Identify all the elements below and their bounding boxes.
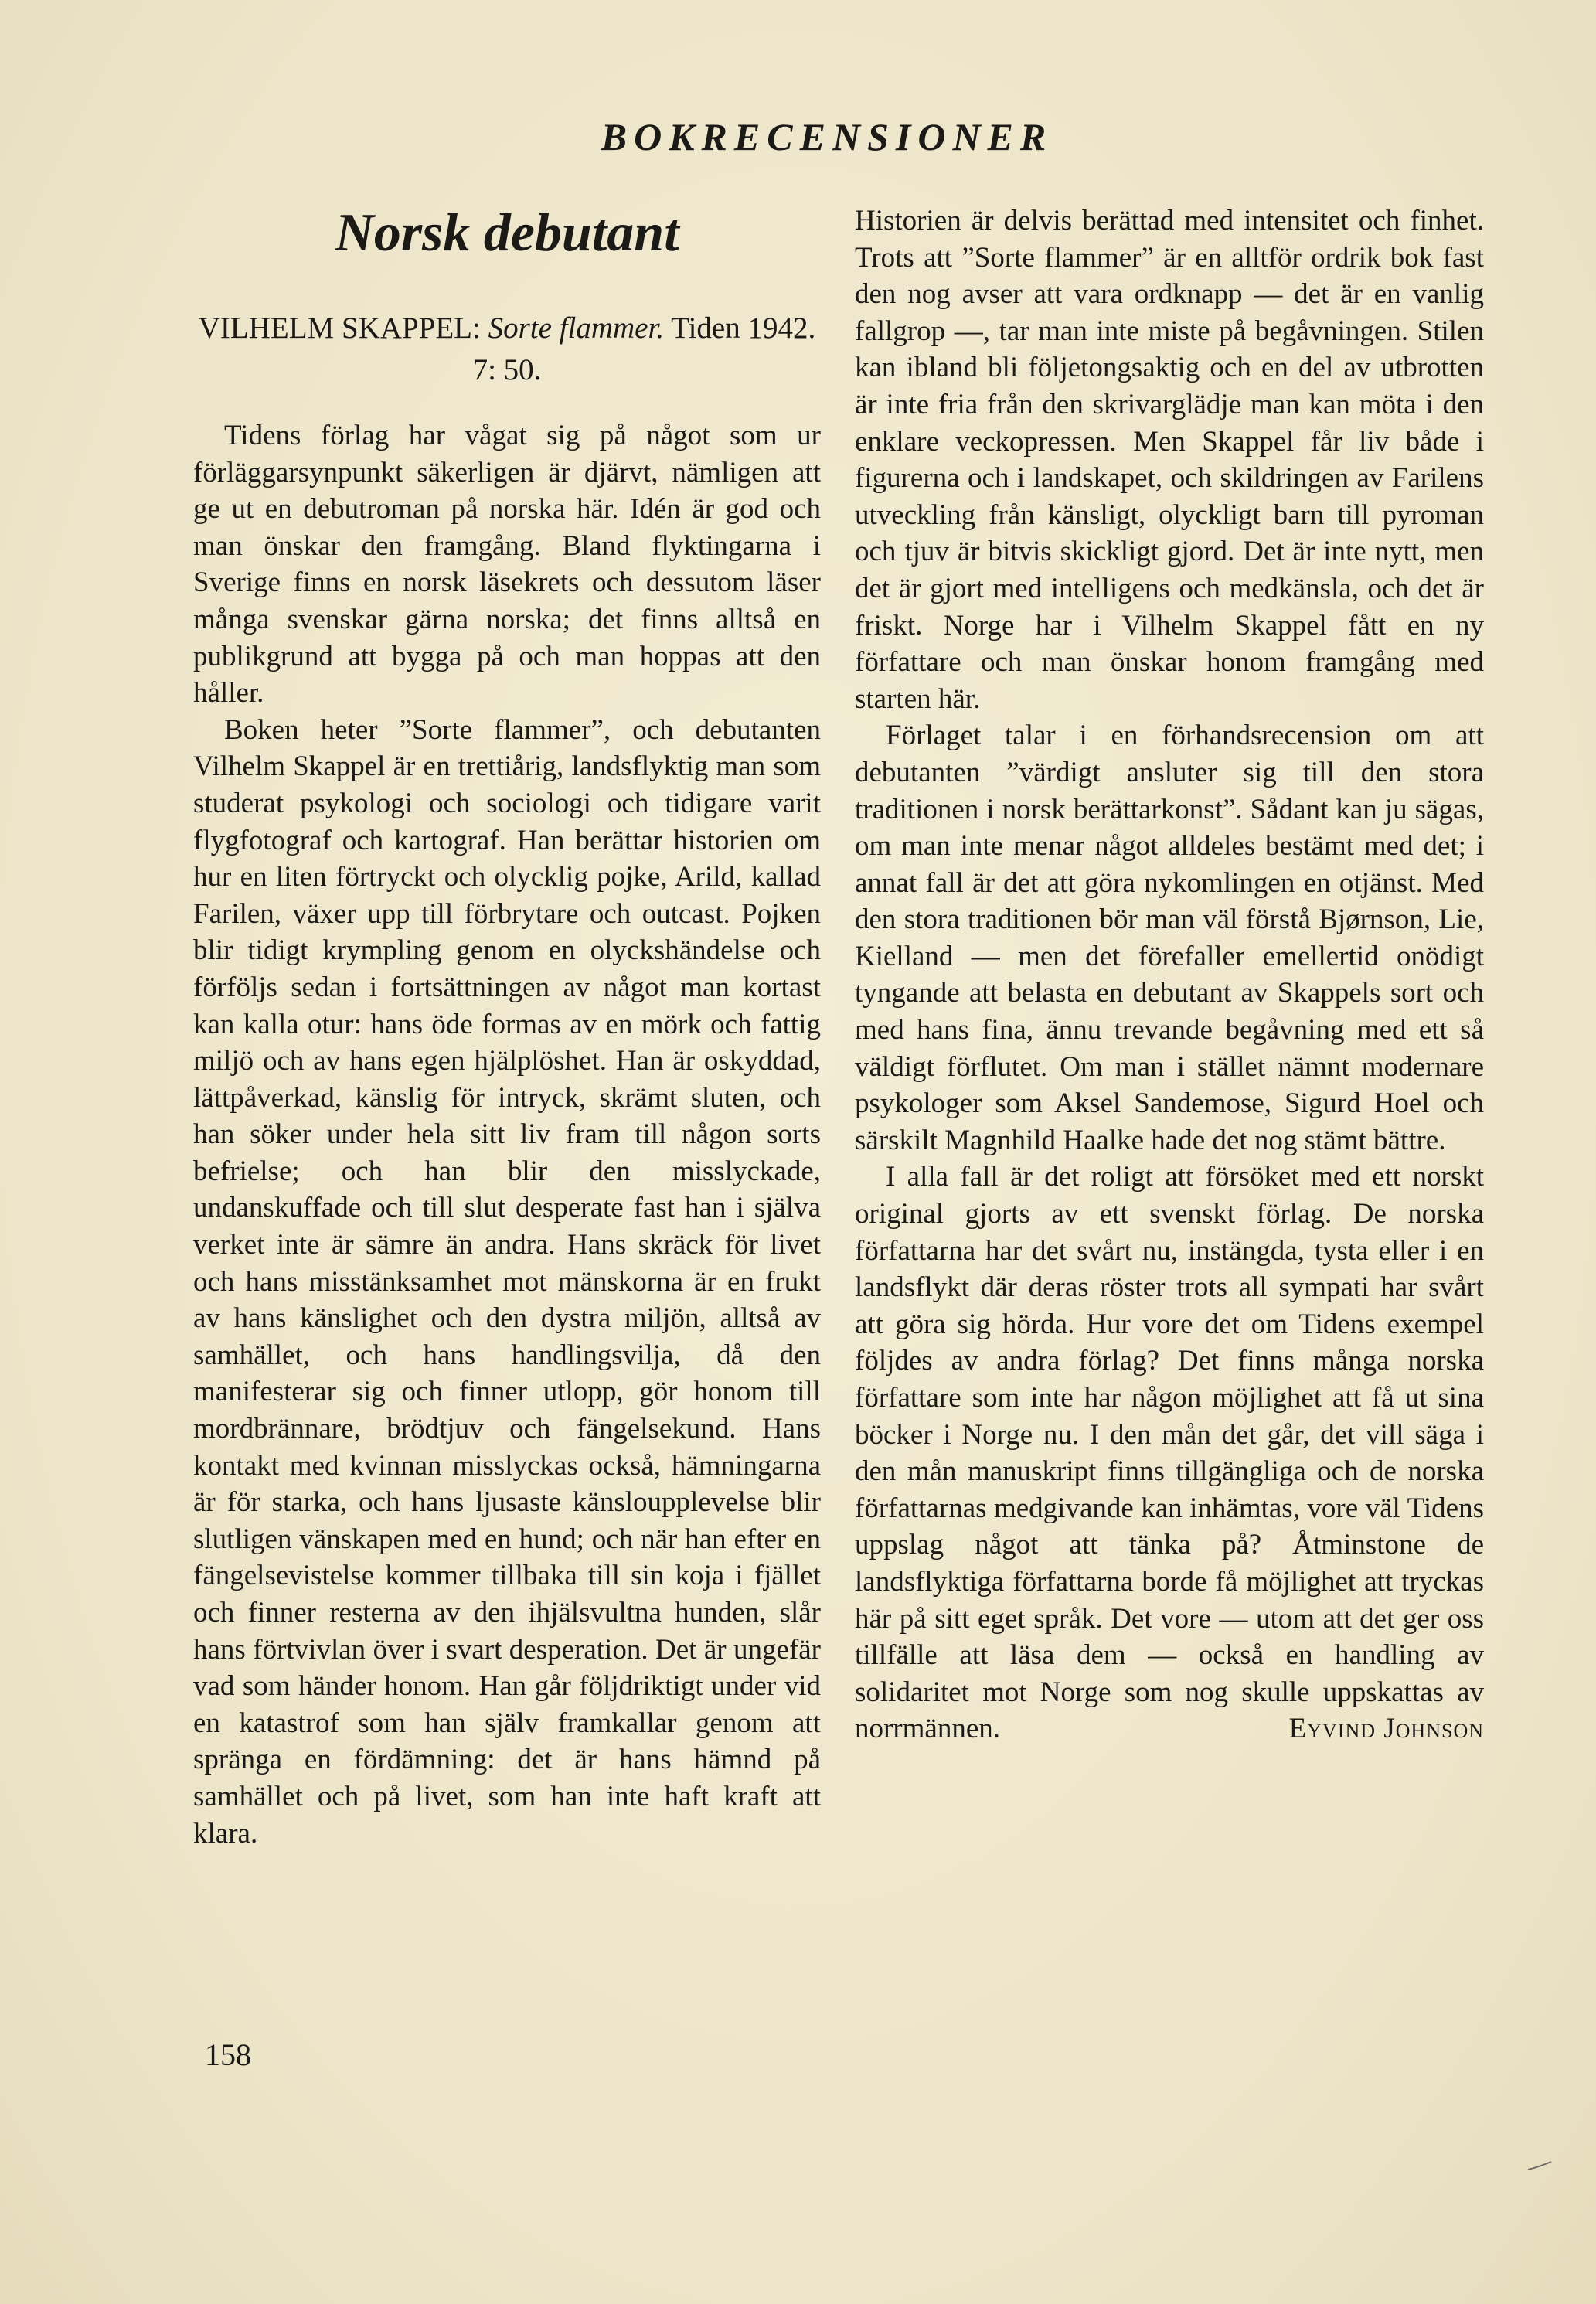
- closing-paragraph-text: I alla fall är det roligt att försöket med ett norskt original gjorts av ett svenskt förlag. De norska författarna har det svårt nu, instängda, tysta eller i en landsflykt där deras röster trots all sympati har svårt att göra sig hörda. Hur vore det om Tidens exempel följdes av andra förlag? Det finns många norska författare som inte har någon möjlighet att få ut sina böcker i Norge nu. I den mån det går, det vill säga i den mån manuskript finns tillgängliga och de norska författarnas medgivande kan inhämtas, vore väl Tidens uppslag något att tänka på? Åtminstone de landsflyktiga författarna borde få möjlighet att tryckas här på sitt eget språk. Det vore — utom att det ger oss tillfälle att läsa dem — också en handling av solidaritet mot Norge som nog skulle uppskattas av norrmännen.: [855, 1161, 1484, 1745]
- left-column: [193, 202, 821, 1852]
- section-title: BOKRECENSIONER: [601, 115, 1053, 158]
- page-number: 158: [205, 2037, 251, 2072]
- biblio-author: VILHELM SKAPPEL:: [198, 311, 488, 345]
- right-column: [855, 202, 1484, 1748]
- author-signature: Eyvind Johnson: [1288, 1713, 1484, 1745]
- pencil-mark-icon: [1526, 2160, 1553, 2171]
- paragraph: Boken heter ”Sorte flammer”, och debutanten Vilhelm Skappel är en trettiårig, landsflyktig man som studerat psykologi och sociologi och tidigare varit flygfotograf och kartograf. Han berättar historien om hur en liten förtryckt och olycklig pojke, Arild, kallad Farilen, växer upp till förbrytare och outcast. Pojken blir tidigt krympling genom en olyckshändelse och förföljs sedan i fortsättningen av något man kortast kan kalla otur: hans öde formas av en mörk och fattig miljö och av hans egen hjälplöshet. Han är oskyddad, lättpåverkad, känslig för intryck, skrämt sluten, och han söker under hela sitt liv fram till någon sorts befrielse; och han blir den misslyckade, undanskuffade och till slut desperate fast han i själva verket inte är sämre än andra. Hans skräck för livet och hans misstänksamhet mot mänskorna är en frukt av hans känslighet och den dystra miljön, alltså av samhället, och hans handlingsvilja, då den manifesterar sig och finner utlopp, gör honom till mordbrännare, brödtjuv och fängelsekund. Hans kontakt med kvinnan misslyckas också, hämningarna är för starka, och hans ljusaste känsloupplevelse blir slutligen vänskapen med en hund; och när han efter en fängelsevistelse kommer tillbaka till sin koja i fjället och finner resterna av den ihjälsvultna hunden, slår hans förtvivlan över i svart desperation. Det är ungefär vad som händer honom. Han går följdriktigt under vid en katastrof som han själv framkallar genom att spränga en fördämning: det är hans hämnd på samhället och på livet, som han inte haft kraft att klara.: [193, 713, 821, 1850]
- closing-paragraph: [855, 1159, 1484, 1748]
- biblio-publisher: Tiden 1942. 7: 50.: [472, 311, 816, 386]
- paragraph: Förlaget talar i en förhandsrecension om att debutanten ”värdigt ansluter sig till den stora traditionen i norsk berättarkonst”. Sådant kan ju sägas, om man inte menar något alldeles bestämt med det; i annat fall är det att göra nykomlingen en otjänst. Med den stora traditionen bör man väl förstå Bjørnson, Lie, Kielland — men det förefaller emellertid onödigt tyngande att belasta en debutant av Skappels sort och med hans fina, ännu trevande begåvning med ett så väldigt förflutet. Om man i stället nämnt modernare psykologer som Aksel Sandemose, Sigurd Hoel och särskilt Magnhild Haalke hade det nog stämt bättre.: [855, 720, 1484, 1156]
- paragraph: Tidens förlag har vågat sig på något som ur förläggarsynpunkt säkerligen är djärvt, nämligen att ge ut en debutroman på norska här. Idén är god och man önskar den framgång. Bland flyktingarna i Sverige finns en norsk läsekrets och dessutom läser många svenskar gärna norska; det finns alltså en publikgrund att bygga på och man hoppas att den håller.: [193, 420, 821, 710]
- bibliographic-line: [193, 308, 821, 391]
- paragraph: Historien är delvis berättad med intensitet och finhet. Trots att ”Sorte flammer” är en alltför ordrik bok fast den nog avser att vara ordknapp — det är en vanlig fallgrop —, tar man inte miste på begåvningen. Stilen kan ibland bli följetongsaktig och en del av utbrotten är inte fria från den skrivarglädje man kan möta i den enklare veckopressen. Men Skappel får liv både i figurerna och i landskapet, och skildringen av Farilens utveckling från känsligt, olyckligt barn till pyroman och tjuv är bitvis skickligt gjord. Det är inte nytt, men det är gjort med intelligens och medkänsla, och det är friskt. Norge har i Vilhelm Skappel fått en ny författare och man önskar honom framgång med starten här.: [855, 205, 1484, 715]
- review-title: Norsk debutant: [335, 203, 679, 263]
- biblio-book-title: Sorte flammer.: [488, 311, 665, 345]
